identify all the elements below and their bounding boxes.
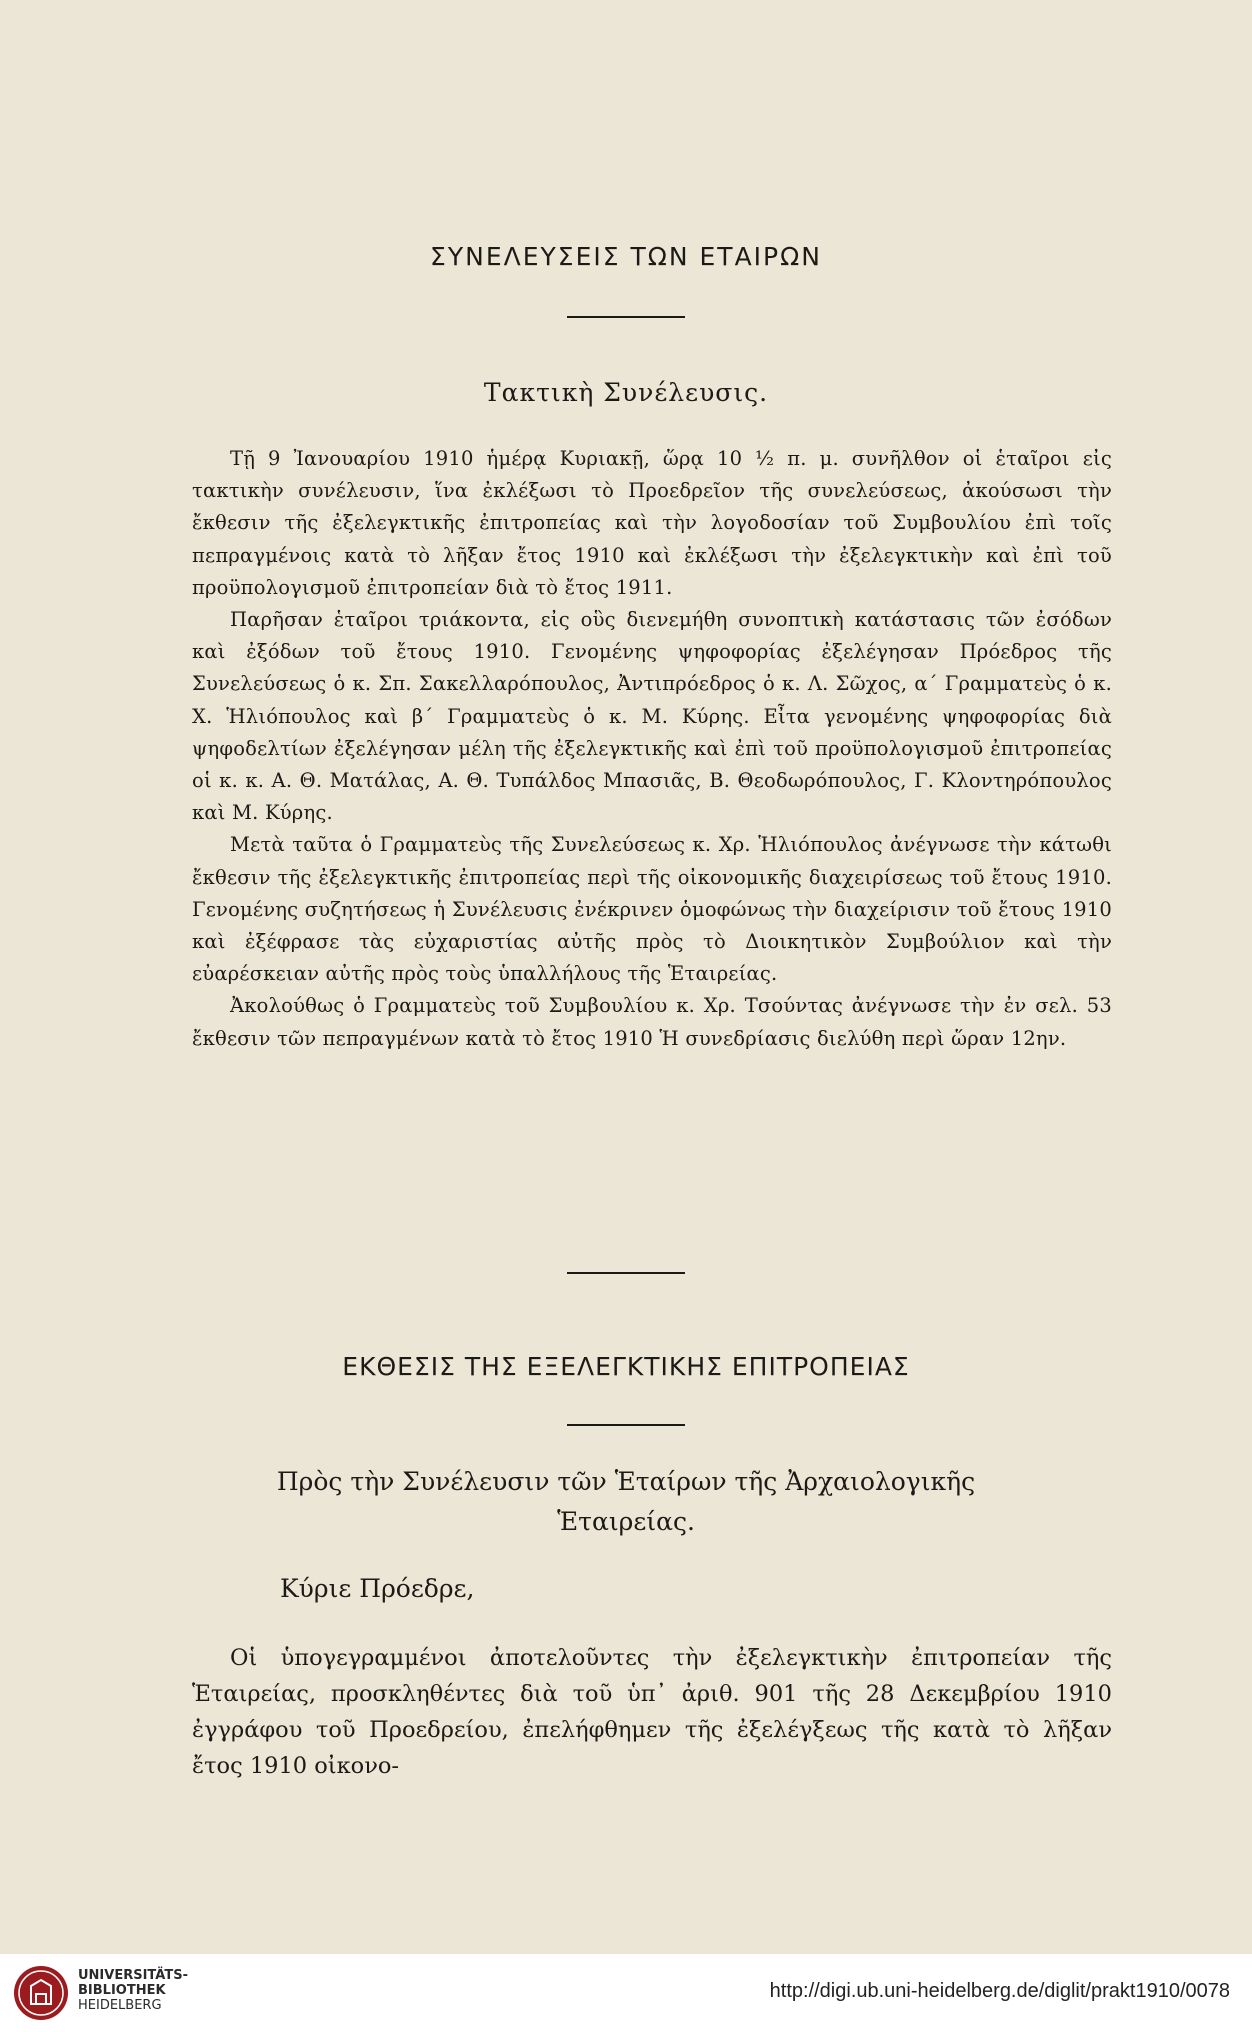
minutes-text bbox=[192, 443, 1112, 1055]
institution-name bbox=[78, 1968, 188, 2013]
university-seal-icon bbox=[12, 1964, 70, 2022]
paragraph-1: Τῇ 9 Ἰανουαρίου 1910 ἡμέρᾳ Κυριακῇ, ὥρᾳ 10 ½ π. μ. συνῆλθον οἱ ἑταῖροι εἰς τακτικὴν συνέλευσιν, ἵνα ἐκλέξωσι τὸ Προεδρεῖον τῆς συνελεύσεως, ἀκούσωσι τὴν ἔκθεσιν τῆς ἐξελεγκτικῆς ἐπιτροπείας καὶ τὴν λογοδοσίαν τοῦ Συμβουλίου ἐπὶ τοῖς πεπραγμένοις κατὰ τὸ λῆξαν ἔτος 1910 καὶ ἐκλέξωσι τὴν ἐξελεγκτικὴν καὶ ἐπὶ τοῦ προϋπολογισμοῦ ἐπιτροπείαν διὰ τὸ ἔτος 1911. bbox=[192, 447, 1112, 599]
paragraph-3: Μετὰ ταῦτα ὁ Γραμματεὺς τῆς Συνελεύσεως κ. Χρ. Ἡλιόπουλος ἀνέγνωσε τὴν κάτωθι ἔκθεσιν τῆς ἐξελεγκτικῆς ἐπιτροπείας περὶ τῆς οἰκονομικῆς διαχειρίσεως τοῦ ἔτους 1910. Γενομένης συζητήσεως ἡ Συνέλευσις ἐνέκρινεν ὁμοφώνως τὴν διαχείρισιν τοῦ ἔτους 1910 καὶ ἐξέφρασε τὰς εὐχαριστίας αὐτῆς πρὸς τὸ Διοικητικὸν Συμβούλιον καὶ τὴν εὐαρέσκειαν αὐτῆς πρὸς τοὺς ὑπαλλήλους τῆς Ἑταιρείας. bbox=[192, 833, 1112, 986]
section-subtitle: Τακτικὴ Συνέλευσις. bbox=[483, 378, 769, 407]
divider-rule bbox=[567, 1272, 685, 1274]
institution-line-2: BIBLIOTHEK bbox=[78, 1983, 166, 1998]
institution-line-1: UNIVERSITÄTS- bbox=[78, 1968, 188, 1983]
institution-line-3: HEIDELBERG bbox=[78, 1998, 162, 2013]
divider-rule bbox=[567, 1424, 685, 1426]
salutation: Κύριε Πρόεδρε, bbox=[280, 1574, 475, 1603]
section-title-report: ΕΚΘΕΣΙΣ ΤΗΣ ΕΞΕΛΕΓΚΤΙΚΗΣ ΕΠΙΤΡΟΠΕΙΑΣ bbox=[342, 1352, 910, 1381]
address-block bbox=[0, 1462, 1252, 1542]
address-line-2: Ἑταιρείας. bbox=[557, 1507, 695, 1536]
report-text bbox=[192, 1640, 1112, 1784]
section-title-assemblies: ΣΥΝΕΛΕΥΣΕΙΣ ΤΩΝ ΕΤΑΙΡΩΝ bbox=[430, 242, 822, 271]
divider-rule bbox=[567, 316, 685, 318]
address-line-1: Πρὸς τὴν Συνέλευσιν τῶν Ἑταίρων τῆς Ἀρχαιολογικῆς bbox=[276, 1467, 976, 1496]
paragraph-4: Ἀκολούθως ὁ Γραμματεὺς τοῦ Συμβουλίου κ. Χρ. Τσούντας ἀνέγνωσε τὴν ἐν σελ. 53 ἔκθεσιν τῶν πεπραγμένων κατὰ τὸ ἔτος 1910 Ἡ συνεδρίασις διελύθη περὶ ὥραν 12ην. bbox=[192, 994, 1112, 1050]
report-paragraph: Οἱ ὑπογεγραμμένοι ἀποτελοῦντες τὴν ἐξελεγκτικὴν ἐπιτροπείαν τῆς Ἑταιρείας, προσκληθέντες διὰ τοῦ ὑπ᾽ ἀριθ. 901 τῆς 28 Δεκεμβρίου 1910 ἐγγράφου τοῦ Προεδρείου, ἐπελήφθημεν τῆς ἐξελέγξεως τῆς κατὰ τὸ λῆξαν ἔτος 1910 οἰκονο- bbox=[192, 1645, 1112, 1779]
paragraph-2: Παρῆσαν ἑταῖροι τριάκοντα, εἰς οὓς διενεμήθη συνοπτικὴ κατάστασις τῶν ἐσόδων καὶ ἐξόδων τοῦ ἔτους 1910. Γενομένης ψηφοφορίας ἐξελέγησαν Πρόεδρος τῆς Συνελεύσεως ὁ κ. Σπ. Σακελλαρόπουλος, Ἀντιπρόεδρος ὁ κ. Λ. Σῶχος, α´ Γραμματεὺς ὁ κ. Χ. Ἡλιόπουλος καὶ β´ Γραμματεὺς ὁ κ. Μ. Κύρης. Εἶτα γενομένης ψηφοφορίας διὰ ψηφοδελτίων ἐξελέγησαν μέλη τῆς ἐξελεγκτικῆς καὶ ἐπὶ τοῦ προϋπολογισμοῦ ἐπιτροπείας οἱ κ. κ. Α. Θ. Ματάλας, Α. Θ. Τυπάλδος Μπασιᾶς, Β. Θεοδωρόπουλος, Γ. Κλοντηρόπουλος καὶ Μ. Κύρης. bbox=[192, 608, 1112, 825]
source-url-link[interactable]: http://digi.ub.uni-heidelberg.de/diglit/prakt1910/0078 bbox=[769, 1980, 1230, 2002]
